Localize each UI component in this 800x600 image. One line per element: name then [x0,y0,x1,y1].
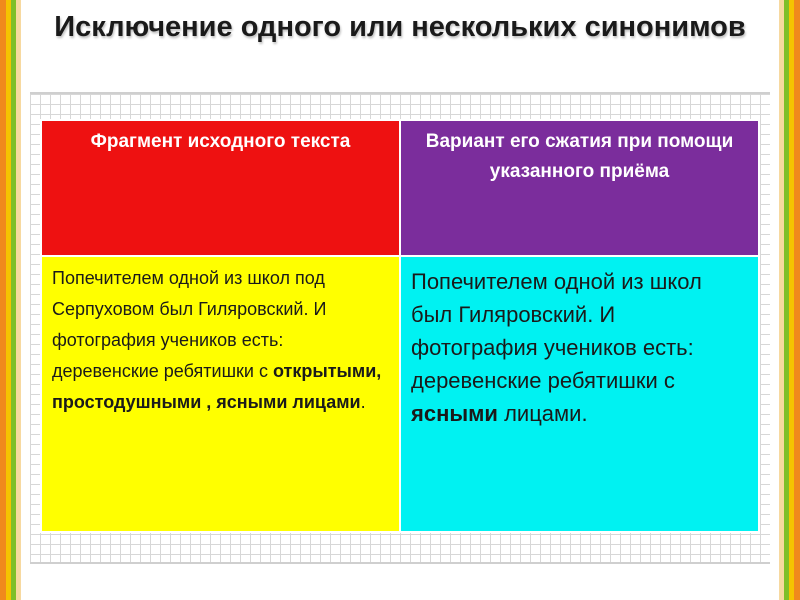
right-decorative-stripes [774,0,800,600]
compressed-text: Попечителем одной из школ был Гиляровский. И фотография учеников есть: деревенские ребятишки с [411,269,702,393]
original-end-punct: . [360,392,366,412]
left-decorative-stripes [0,0,26,600]
original-bold-word-2: простодушными , [52,392,212,412]
slide-title: Исключение одного или нескольких синонимов [54,11,746,43]
original-bold-word-1: открытыми, [272,361,382,381]
header-original-fragment: Фрагмент исходного текста [41,120,400,256]
original-bold-word-3: ясными лицами [216,392,361,412]
original-text: Попечителем одной из школ под Серпуховом был Гиляровский. И фотография учеников есть: деревенские ребятишки с [52,268,327,381]
header-compressed-variant: Вариант его сжатия при помощи указанного приёма [400,120,759,256]
original-text-cell [41,256,400,532]
compressed-bold-word: ясными [411,401,498,426]
compressed-text-cell [400,256,759,532]
comparison-table [40,119,760,533]
compressed-end-text: лицами. [504,401,588,426]
